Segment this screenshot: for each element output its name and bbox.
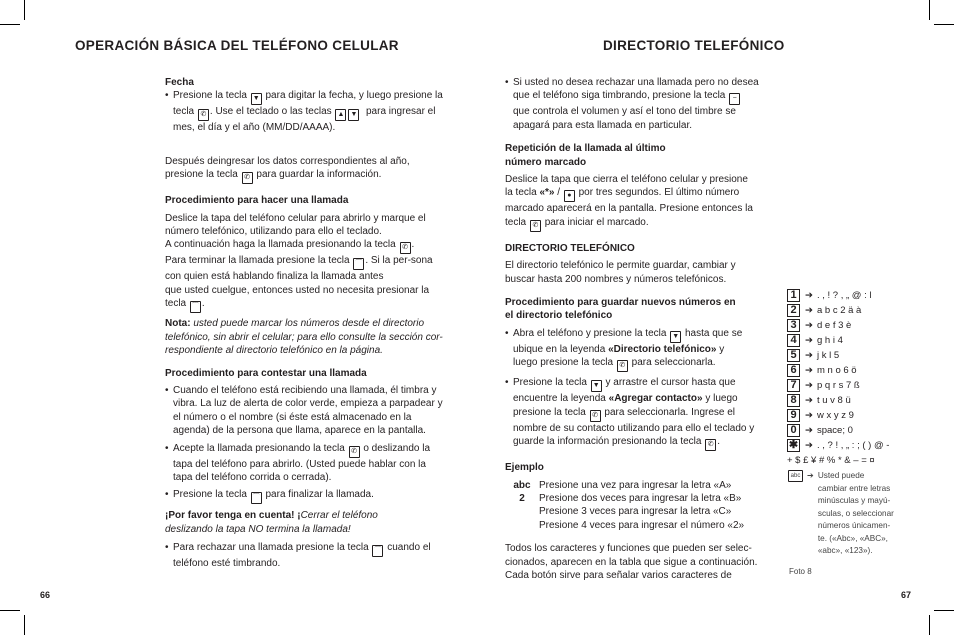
ejemplo-title: Ejemplo xyxy=(505,462,544,474)
keypad-row: 7 ➔ p q r s 7 ß xyxy=(787,378,894,393)
crop-mark xyxy=(24,615,25,635)
keypad-row: 5 ➔ j k l 5 xyxy=(787,348,894,363)
keypad-row: ✱ ➔ . , ? ! , „ : ; ( ) @ - xyxy=(788,439,890,451)
directorio-text: El directorio telefónico le permite guardar, cambiar y buscar hasta 200 nombres y números telefónicos. xyxy=(505,260,736,285)
keypad-row: 2 ➔ a b c 2 ä à xyxy=(787,303,894,318)
keypad-row: 3 ➔ d e f 3 è xyxy=(787,318,894,333)
despues-text: Después deingresar los datos correspondientes al año, xyxy=(165,155,410,167)
end-key-icon: ⌒ xyxy=(372,545,383,557)
call-key-icon: ✆ xyxy=(617,360,628,372)
end-key-icon: ⌒ xyxy=(251,492,262,504)
end-key-icon: ⌒ xyxy=(190,301,201,313)
keypad-table xyxy=(787,288,894,558)
keypad-row: 1 ➔ . , ! ? , „ @ : l xyxy=(787,288,894,303)
call-key-icon: ✆ xyxy=(242,172,253,184)
contestar-title: Procedimiento para contestar una llamada xyxy=(165,368,367,380)
call-key-icon: ✆ xyxy=(590,410,601,422)
crop-mark xyxy=(929,615,930,635)
keypad-note: abc ➔ Usted puede cambiar entre letras minúsculas y mayú- sculas, o seleccionar números únicamen- te. («Abc», «ABC», «abc», «123»). xyxy=(787,470,894,558)
keypad-row-extra: + $ £ ¥ # % * & – = ¤ xyxy=(787,455,875,466)
down-key-icon: ▼ xyxy=(591,380,602,392)
call-key-icon: ✆ xyxy=(400,242,411,254)
crop-mark xyxy=(929,0,930,20)
hacer-text: Deslice la tapa del teléfono celular para abrirlo y marque el número telefónico, utilizando para ello el teclado. A continuación haga la llamada presionando la tecla ✆ . Para terminar la llamada presione la tecla ⌒ . Si la per-sona con quien está hablando finaliza la llamada antes que usted cuelgue, entonces usted no necesita presionar la tecla ⌒ . xyxy=(165,212,460,314)
abc-key-icon: abc xyxy=(788,470,803,482)
header-right: DIRECTORIO TELEFÓNICO xyxy=(603,38,785,53)
down-key-icon: ▼ xyxy=(348,109,359,121)
guardar-bullet-2: • Presione la tecla ▼ y arrastre el cursor hasta que encuentre la leyenda «Agregar contacto» y luego presione la tecla ✆ para seleccionarla. Ingrese el nombre de su contacto utilizando para ello el teclado y guarde la información presionando la tecla ✆ . xyxy=(505,376,780,451)
header-left: OPERACIÓN BÁSICA DEL TELÉFONO CELULAR xyxy=(75,38,399,53)
contestar-bullet-2: • Acepte la llamada presionando la tecla ✆ o deslizando la tapa del teléfono para abrirlo. (Usted puede hablar con la tapa del teléfono corrida o cerrada). xyxy=(165,442,460,485)
fecha-bullet: • Presione la tecla ▼ para digitar la fecha, y luego presione la tecla ✆ . Use el teclado o las teclas ▲ ▼ para ingresar el mes, el día y el año (MM/DD/AAAA). xyxy=(165,89,460,134)
ejemplo-row: abc Presione una vez para ingresar la letra «A» xyxy=(513,479,732,491)
ejemplo-row: 2 Presione dos veces para ingresar la letra «B» xyxy=(519,492,742,504)
repeticion-text: Deslice la tapa que cierra el teléfono celular y presione la tecla «*» / ● por tres segundos. El último número marcado aparecerá en la pantalla. Presione entonces la tecla ✆ para iniciar el marcado. xyxy=(505,173,780,232)
page-number-left: 66 xyxy=(40,590,51,600)
contestar-bullet-3: • Presione la tecla ⌒ para finalizar la llamada. xyxy=(165,488,460,504)
call-key-icon: ✆ xyxy=(349,446,360,458)
crop-mark xyxy=(0,610,20,611)
keypad-row: 6 ➔ m n o 6 ö xyxy=(787,363,894,378)
photo-caption: Foto 8 xyxy=(789,567,812,576)
fecha-title: Fecha xyxy=(165,77,194,88)
nota: Nota: usted puede marcar los números desde el directorio telefónico, sin abrir el celular; para ello consulte la sección cor- respondiente al directorio telefónico en la página. xyxy=(165,318,443,357)
guardar-bullet-1: • Abra el teléfono y presione la tecla ▼ hasta que se ubique en la leyenda «Directorio telefónico» y luego presione la tecla ✆ para seleccionarla. xyxy=(505,327,780,372)
keypad-row: 8 ➔ t u v 8 ü xyxy=(787,393,894,408)
directorio-title: DIRECTORIO TELEFÓNICO xyxy=(505,242,635,254)
camera-key-icon: ● xyxy=(564,190,575,202)
call-key-icon: ✆ xyxy=(705,439,716,451)
ejemplo-row: Presione 3 veces para ingresar la letra «C» xyxy=(539,506,732,518)
down-key-icon: ▼ xyxy=(251,93,262,105)
down-key-icon: ▼ xyxy=(670,331,681,343)
page-number-right: 67 xyxy=(901,590,912,600)
silenciar-bullet: • Si usted no desea rechazar una llamada pero no desea que el teléfono siga timbrando, presione la tecla − que controla el volumen y así el tono del timbre se apagará para esta llamada en particular. xyxy=(505,76,780,132)
hacer-title: Procedimiento para hacer una llamada xyxy=(165,195,349,207)
crop-mark xyxy=(24,0,25,20)
crop-mark xyxy=(934,610,954,611)
crop-mark xyxy=(0,24,20,25)
keypad-row: 0 ➔ space; 0 xyxy=(787,423,894,438)
contestar-bullet-1: • Cuando el teléfono está recibiendo una llamada, él timbra y vibra. La luz de alerta de color verde, empieza a parpadear y el número o el nombre (si éste está almacenado en la agenda) de la persona que llama, aparece en la pantalla. xyxy=(165,384,460,438)
volume-key-icon: − xyxy=(729,93,740,105)
up-key-icon: ▲ xyxy=(335,109,346,121)
guardar-title: Procedimiento para guardar nuevos números en el directorio telefónico xyxy=(505,297,736,322)
left-column: Fecha • Presione la tecla ▼ para digitar la fecha, y luego presione la tecla ✆ . Use el teclado o las teclas ▲ ▼ para ingresar el mes, el día y el año (MM/DD/AAAA). Después deingresar los datos correspondientes al año, presione la tecla ✆ para guardar la información. Procedimiento para hacer una llamada Deslice la tapa del teléfono celular para abrirlo y marque el número telefónico, utilizando para ello el teclado. A continuación haga la llamada presionando la tecla ✆ . Para terminar la llamada presione la tecla ⌒ . Si la per-sona con quien está hablando finaliza la llamada antes que usted cuelgue, entonces usted no necesita presionar la tecla ⌒ . Nota: usted puede marcar los números desde el directorio telefónico, sin abrir el celular; para ello consulte la sección cor- respondiente al directorio telefónico en la página. Procedimiento para contestar una llamada • Cuando el teléfono está recibiendo una llamada, él timbra y vibra. La luz de alerta de color verde, empieza a parpadear y el número o el nombre (si éste está almacenado en la agenda) de la persona que llama, aparece en la pantalla. • Acepte la llamada presionando la tecla ✆ o deslizando la tapa del teléfono para abrirlo. (Usted puede hablar con la tapa del teléfono corrida o cerrada). • Presione la tecla ⌒ para finalizar la llamada. ¡Por favor tenga en cuenta! ¡Cerrar el teléfono deslizando la tapa NO termina la llamada! • Para rechazar una llamada presione la tecla ⌒ cuando el teléfono esté timbrando. xyxy=(165,76,460,571)
right-column xyxy=(505,76,780,582)
keypad-row: 4 ➔ g h i 4 xyxy=(787,333,894,348)
ejemplo-row: Presione 4 veces para ingresar el número «2» xyxy=(539,519,745,531)
repeticion-title: Repetición de la llamada al último número marcado xyxy=(505,143,666,168)
ejemplo-list xyxy=(505,479,780,533)
call-key-icon: ✆ xyxy=(530,220,541,232)
todos-text: Todos los caracteres y funciones que pueden ser selec- cionados, aparecen en la tabla que sigue a continuación. Cada botón sirve para señalar varios caracteres de xyxy=(505,543,758,581)
call-key-icon: ✆ xyxy=(198,109,209,121)
end-key-icon: ⌒ xyxy=(353,258,364,270)
keypad-row: 9 ➔ w x y z 9 xyxy=(787,408,894,423)
cuenta: ¡Por favor tenga en cuenta! ¡Cerrar el teléfono deslizando la tapa NO termina la llamada! xyxy=(165,510,378,535)
crop-mark xyxy=(934,24,954,25)
rechazar-bullet: • Para rechazar una llamada presione la tecla ⌒ cuando el teléfono esté timbrando. xyxy=(165,541,460,570)
